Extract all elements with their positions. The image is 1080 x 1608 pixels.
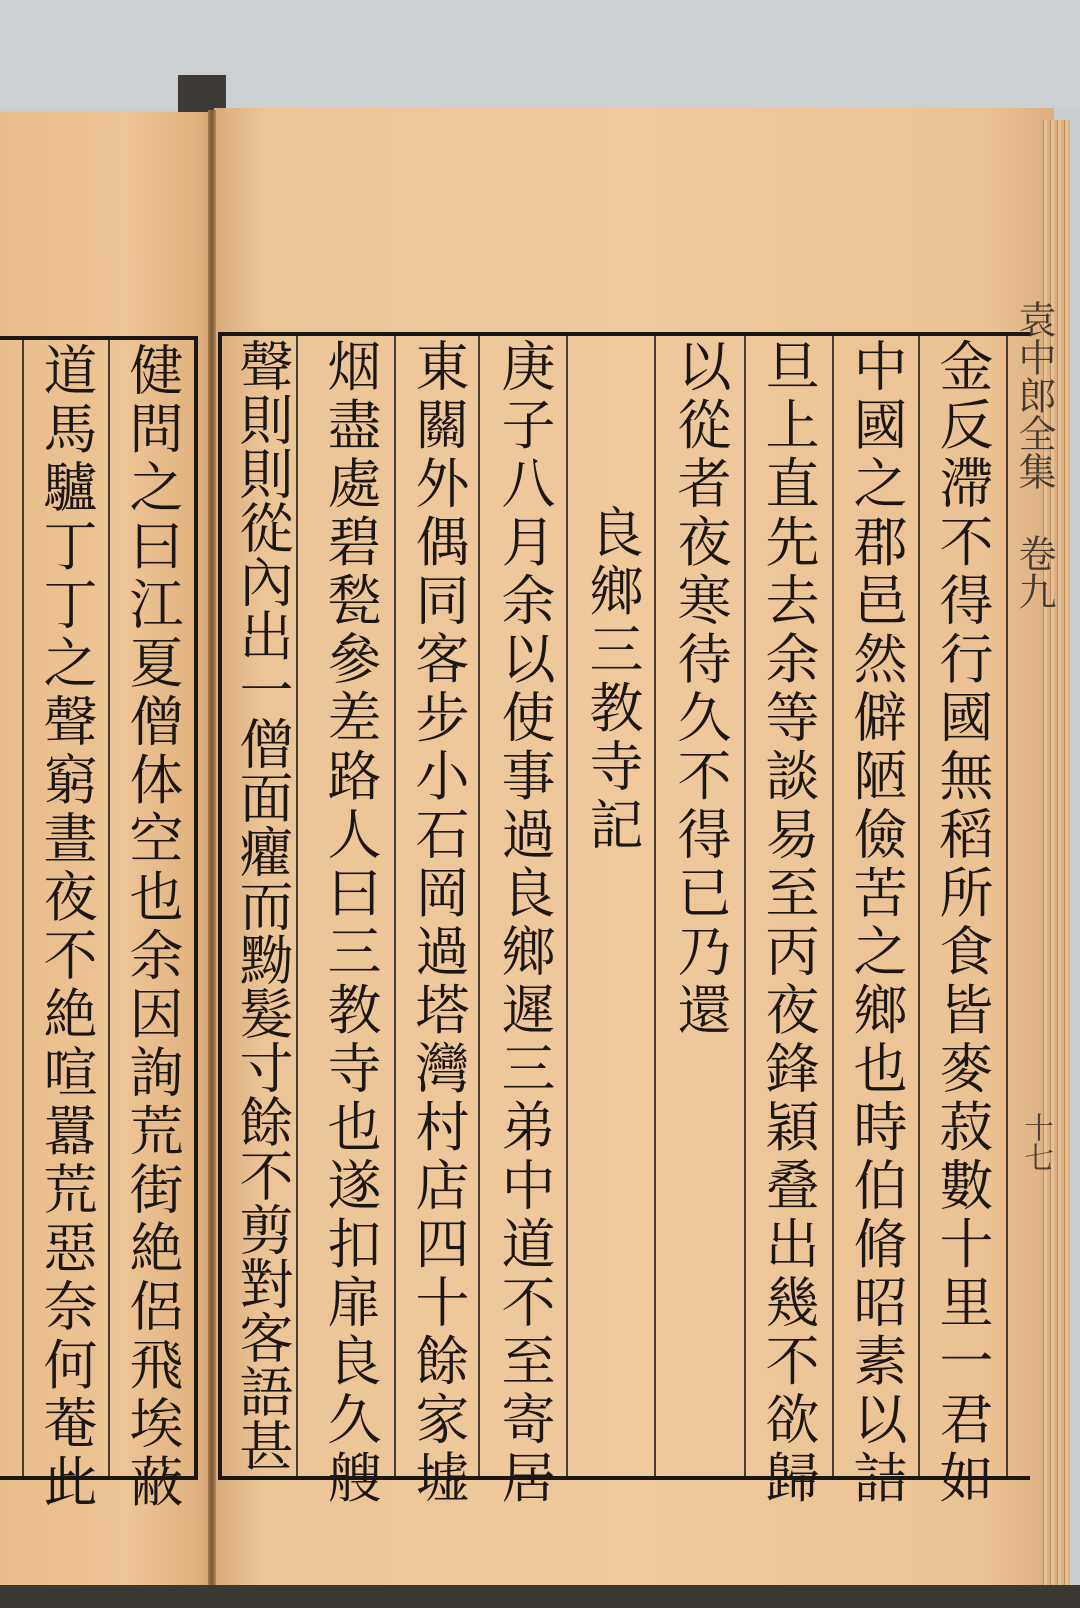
text-column: 東關外偶同客步小石岡過塔灣村店四十餘家墟 [407,338,470,1508]
column-rule [394,336,396,1476]
text-column: 聲則則從內出一僧面癯而黝髮寸餘不剪對客語甚 [231,338,294,1472]
text-column: 庚子八月余以使事過良鄉遲三弟中道不至寄居 [493,338,556,1508]
column-rule [1006,336,1008,1476]
column-rule [744,336,746,1476]
book-spine [208,110,216,1600]
text-column: 健問之曰江夏僧体空也余因詢荒街絶侶飛埃蔽 [121,342,184,1512]
background-bottom [0,1585,1080,1608]
column-rule [108,340,110,1476]
column-rule [832,336,834,1476]
column-rule [478,336,480,1476]
folio-number: 十七 [1018,1112,1053,1172]
text-column: 烟盡處碧甃參差路人曰三教寺也遂扣扉良久艘 [319,338,382,1508]
background-top [0,0,1080,110]
column-rule [22,340,24,1476]
column-rule [654,336,656,1476]
essay-title: 良鄉三教寺記 [581,504,644,855]
text-column: 金反滯不得行國無稻所食皆麥菽數十里一君如 [931,338,994,1508]
text-column: 旦上直先去余等談易至丙夜鋒穎叠出幾不欲歸 [757,338,820,1508]
column-rule [566,336,568,1476]
text-column: 中國之郡邑然僻陋儉苦之鄉也時伯脩昭素以詰 [845,338,908,1508]
block-center-title: 袁中郎全集 卷九 [1012,300,1056,610]
column-rule [918,336,920,1476]
text-column: 道馬驢丁丁之聲窮晝夜不絶喧囂荒惡奈何菴此 [35,342,98,1512]
text-column: 以從者夜寒待久不得已乃還 [669,338,732,1040]
